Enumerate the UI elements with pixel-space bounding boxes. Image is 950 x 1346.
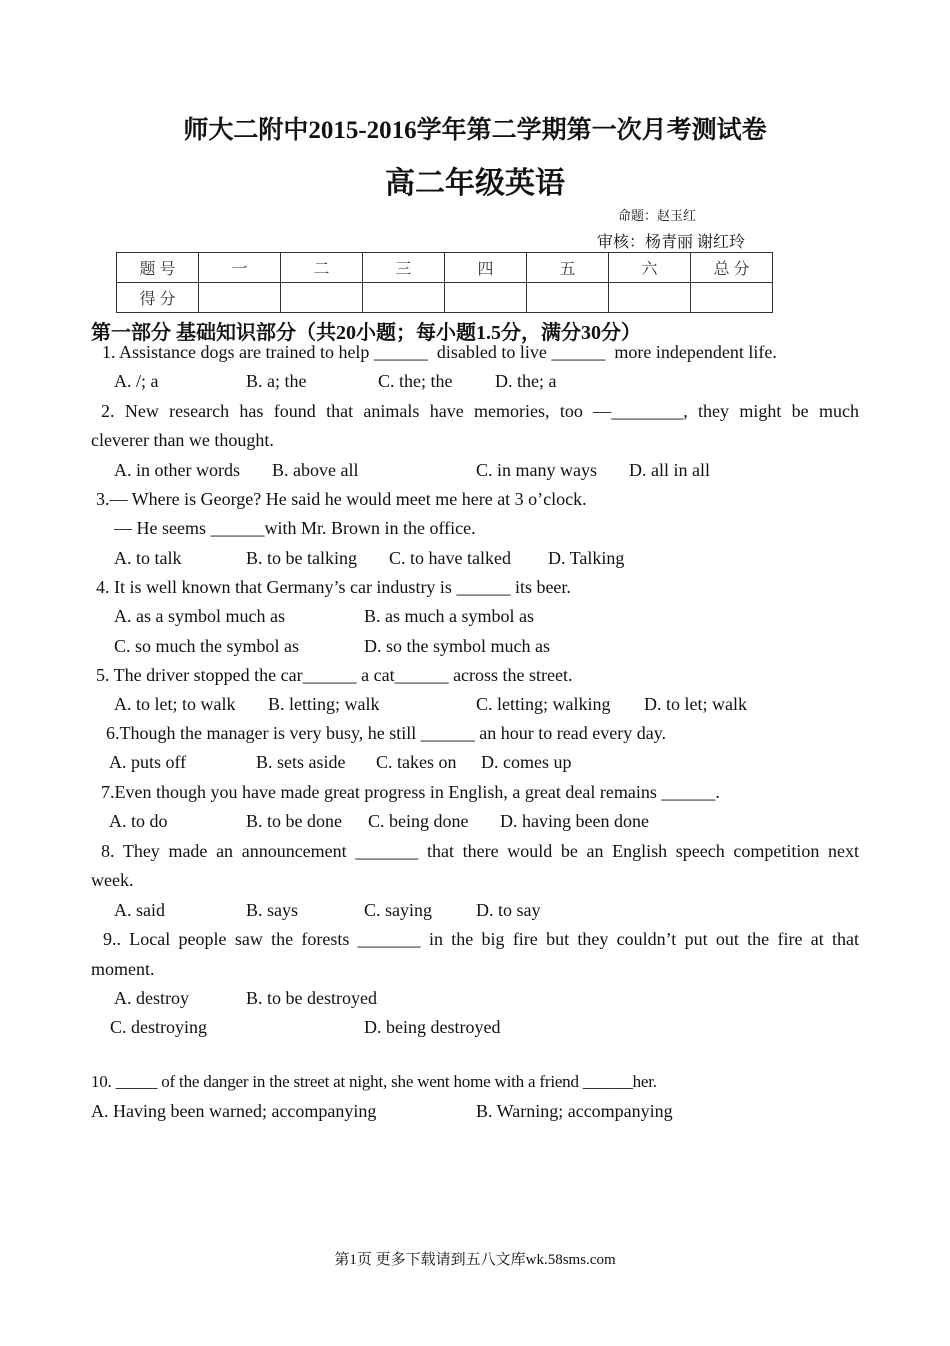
q5-option-d: D. to let; walk [644,694,747,714]
q8-option-c: C. saying [364,900,433,920]
q3-option-d: D. Talking [548,548,625,568]
q1-option-a: A. /; a [114,371,159,391]
exam-subtitle: 高二年级英语 [385,167,565,200]
q8-option-b: B. says [246,900,299,920]
score-cell[interactable] [445,283,527,313]
q5-option-c: C. letting; walking [476,694,611,714]
q3-option-a: A. to talk [114,548,182,568]
q2-option-c: C. in many ways [476,460,597,480]
table-cell: 四 [445,253,527,283]
table-cell: 题 号 [117,253,199,283]
table-cell: 六 [609,253,691,283]
section-title: 第一部分 基础知识部分（共20小题；每小题1.5分，满分30分） [91,322,641,344]
q7-option-a: A. to do [109,811,168,831]
question-8-stem-cont: week. [91,870,134,890]
question-10-stem: 10. _____ of the danger in the street at night, she went home with a friend ______her. [91,1072,657,1091]
score-cell[interactable] [199,283,281,313]
question-2-stem: 2. New research has found that animals have memories, too —________, they might be much [101,401,859,421]
q6-option-c: C. takes on [376,752,457,772]
q9-option-d: D. being destroyed [364,1017,501,1037]
q3-option-b: B. to be talking [246,548,357,568]
q5-option-b: B. letting; walk [268,694,380,714]
q8-option-d: D. to say [476,900,541,920]
table-cell: 一 [199,253,281,283]
question-1-stem: 1. Assistance dogs are trained to help ______ disabled to live ______ more independent life. [102,342,777,362]
question-8-stem: 8. They made an announcement _______ that there would be an English speech competition next [101,841,859,861]
q2-option-b: B. above all [272,460,359,480]
score-cell[interactable] [691,283,773,313]
table-cell: 三 [363,253,445,283]
q4-option-d: D. so the symbol much as [364,636,550,656]
table-cell: 总 分 [691,253,773,283]
q6-option-d: D. comes up [481,752,572,772]
q7-option-d: D. having been done [500,811,649,831]
q9-option-b: B. to be destroyed [246,988,377,1008]
table-cell: 得 分 [117,283,199,313]
question-3-stem-cont: — He seems ______with Mr. Brown in the office. [114,518,476,538]
q9-option-c: C. destroying [110,1017,207,1037]
q10-option-b: B. Warning; accompanying [476,1101,673,1121]
table-cell: 五 [527,253,609,283]
question-4-stem: 4. It is well known that Germany’s car industry is ______ its beer. [96,577,571,597]
score-cell[interactable] [363,283,445,313]
score-table [116,252,773,313]
q8-option-a: A. said [114,900,165,920]
q7-option-c: C. being done [368,811,469,831]
q9-option-a: A. destroy [114,988,189,1008]
question-6-stem: 6.Though the manager is very busy, he still ______ an hour to read every day. [106,723,667,743]
question-7-stem: 7.Even though you have made great progress in English, a great deal remains ______. [101,782,720,802]
q6-option-a: A. puts off [109,752,187,772]
q1-option-d: D. the; a [495,371,557,391]
question-2-stem-cont: cleverer than we thought. [91,430,274,450]
question-9-stem: 9.. Local people saw the forests _______ in the big fire but they couldn’t put out the fire at that [103,929,859,949]
score-cell[interactable] [609,283,691,313]
reviewer-line: 审核：杨青丽 谢红玲 [597,234,746,251]
q4-option-c: C. so much the symbol as [114,636,299,656]
score-table-header-row [117,253,773,283]
q4-option-a: A. as a symbol much as [114,606,285,626]
question-9-stem-cont: moment. [91,959,155,979]
q7-option-b: B. to be done [246,811,342,831]
q10-option-a: A. Having been warned; accompanying [91,1101,377,1121]
q1-option-b: B. a; the [246,371,307,391]
score-cell[interactable] [281,283,363,313]
q4-option-b: B. as much a symbol as [364,606,534,626]
score-cell[interactable] [527,283,609,313]
q5-option-a: A. to let; to walk [114,694,236,714]
page-footer: 第1页 更多下载请到五八文库wk.58sms.com [334,1252,616,1268]
q1-option-c: C. the; the [378,371,453,391]
score-table-score-row [117,283,773,313]
exam-title: 师大二附中2015-2016学年第二学期第一次月考测试卷 [183,117,767,144]
question-3-stem: 3.— Where is George? He said he would meet me here at 3 o’clock. [96,489,587,509]
q2-option-d: D. all in all [629,460,710,480]
q3-option-c: C. to have talked [389,548,511,568]
q2-option-a: A. in other words [114,460,240,480]
author-line: 命题：赵玉红 [618,208,697,223]
table-cell: 二 [281,253,363,283]
q6-option-b: B. sets aside [256,752,346,772]
question-5-stem: 5. The driver stopped the car______ a cat______ across the street. [96,665,573,685]
